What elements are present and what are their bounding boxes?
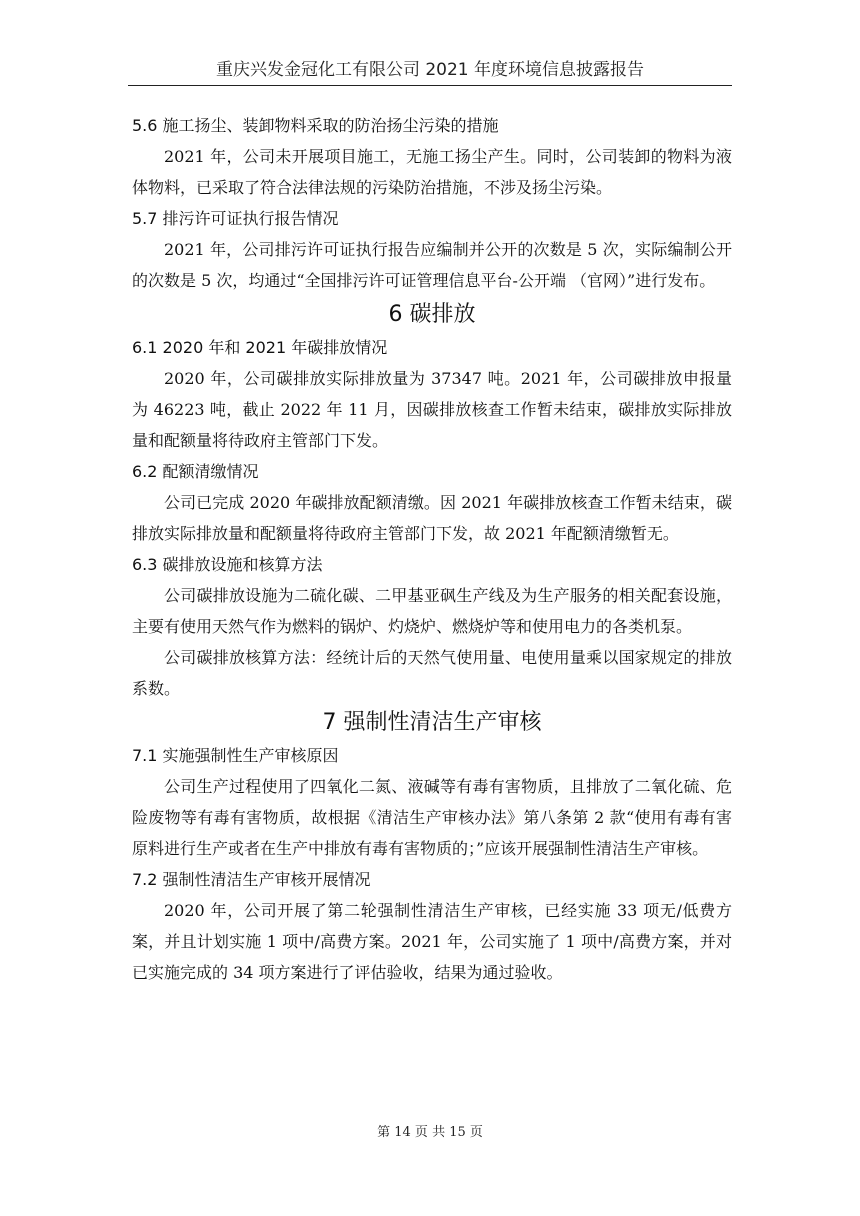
chapter-title-6: 6 碳排放 xyxy=(388,302,476,327)
paragraph-6-2: 公司已完成 2020 年碳排放配额清缴。因 2021 年碳排放核查工作暂未结束，碳排放实际排放量和配额量将待政府主管部门下发，故 2021 年配额清缴暂无。 xyxy=(132,493,732,543)
header-divider xyxy=(128,85,732,86)
section-heading-5-6: 5.6 施工扬尘、装卸物料采取的防治扬尘污染的措施 xyxy=(132,116,499,135)
paragraph-6-1: 2020 年，公司碳排放实际排放量为 37347 吨。2021 年，公司碳排放申报量为 46223 吨，截止 2022 年 11 月，因碳排放核查工作暂未结束，碳排放实际排放量和配额量将待政府主管部门下发。 xyxy=(132,369,732,450)
paragraph-6-3-a: 公司碳排放设施为二硫化碳、二甲基亚砜生产线及为生产服务的相关配套设施，主要有使用天然气作为燃料的锅炉、灼烧炉、燃烧炉等和使用电力的各类机泵。 xyxy=(132,586,732,636)
paragraph-5-6: 2021 年，公司未开展项目施工，无施工扬尘产生。同时，公司装卸的物料为液体物料，已采取了符合法律法规的污染防治措施，不涉及扬尘污染。 xyxy=(132,147,732,197)
section-heading-7-2: 7.2 强制性清洁生产审核开展情况 xyxy=(132,870,371,889)
section-heading-7-1: 7.1 实施强制性生产审核原因 xyxy=(132,746,339,765)
running-header: 重庆兴发金冠化工有限公司 2021 年度环境信息披露报告 xyxy=(215,60,645,80)
paragraph-7-2: 2020 年，公司开展了第二轮强制性清洁生产审核，已经实施 33 项无/低费方案，并且计划实施 1 项中/高费方案。2021 年，公司实施了 1 项中/高费方案，并对已实施完成的 34 项方案进行了评估验收，结果为通过验收。 xyxy=(132,901,732,982)
section-heading-6-3: 6.3 碳排放设施和核算方法 xyxy=(132,555,323,574)
page-body xyxy=(132,110,732,988)
section-heading-6-2: 6.2 配额清缴情况 xyxy=(132,462,259,481)
paragraph-6-3-b: 公司碳排放核算方法：经统计后的天然气使用量、电使用量乘以国家规定的排放系数。 xyxy=(132,648,732,698)
paragraph-7-1: 公司生产过程使用了四氧化二氮、液碱等有毒有害物质，且排放了二氧化硫、危险废物等有毒有害物质，故根据《清洁生产审核办法》第八条第 2 款“使用有毒有害原料进行生产或者在生产中排放有毒有害物质的；”应该开展强制性清洁生产审核。 xyxy=(132,777,732,858)
page-number-footer: 第 14 页 共 15 页 xyxy=(377,1125,483,1140)
section-heading-6-1: 6.1 2020 年和 2021 年碳排放情况 xyxy=(132,338,388,357)
chapter-title-7: 7 强制性清洁生产审核 xyxy=(322,710,542,735)
paragraph-5-7: 2021 年，公司排污许可证执行报告应编制并公开的次数是 5 次，实际编制公开的次数是 5 次，均通过“全国排污许可证管理信息平台-公开端 （官网）”进行发布。 xyxy=(132,240,732,290)
section-heading-5-7: 5.7 排污许可证执行报告情况 xyxy=(132,209,339,228)
